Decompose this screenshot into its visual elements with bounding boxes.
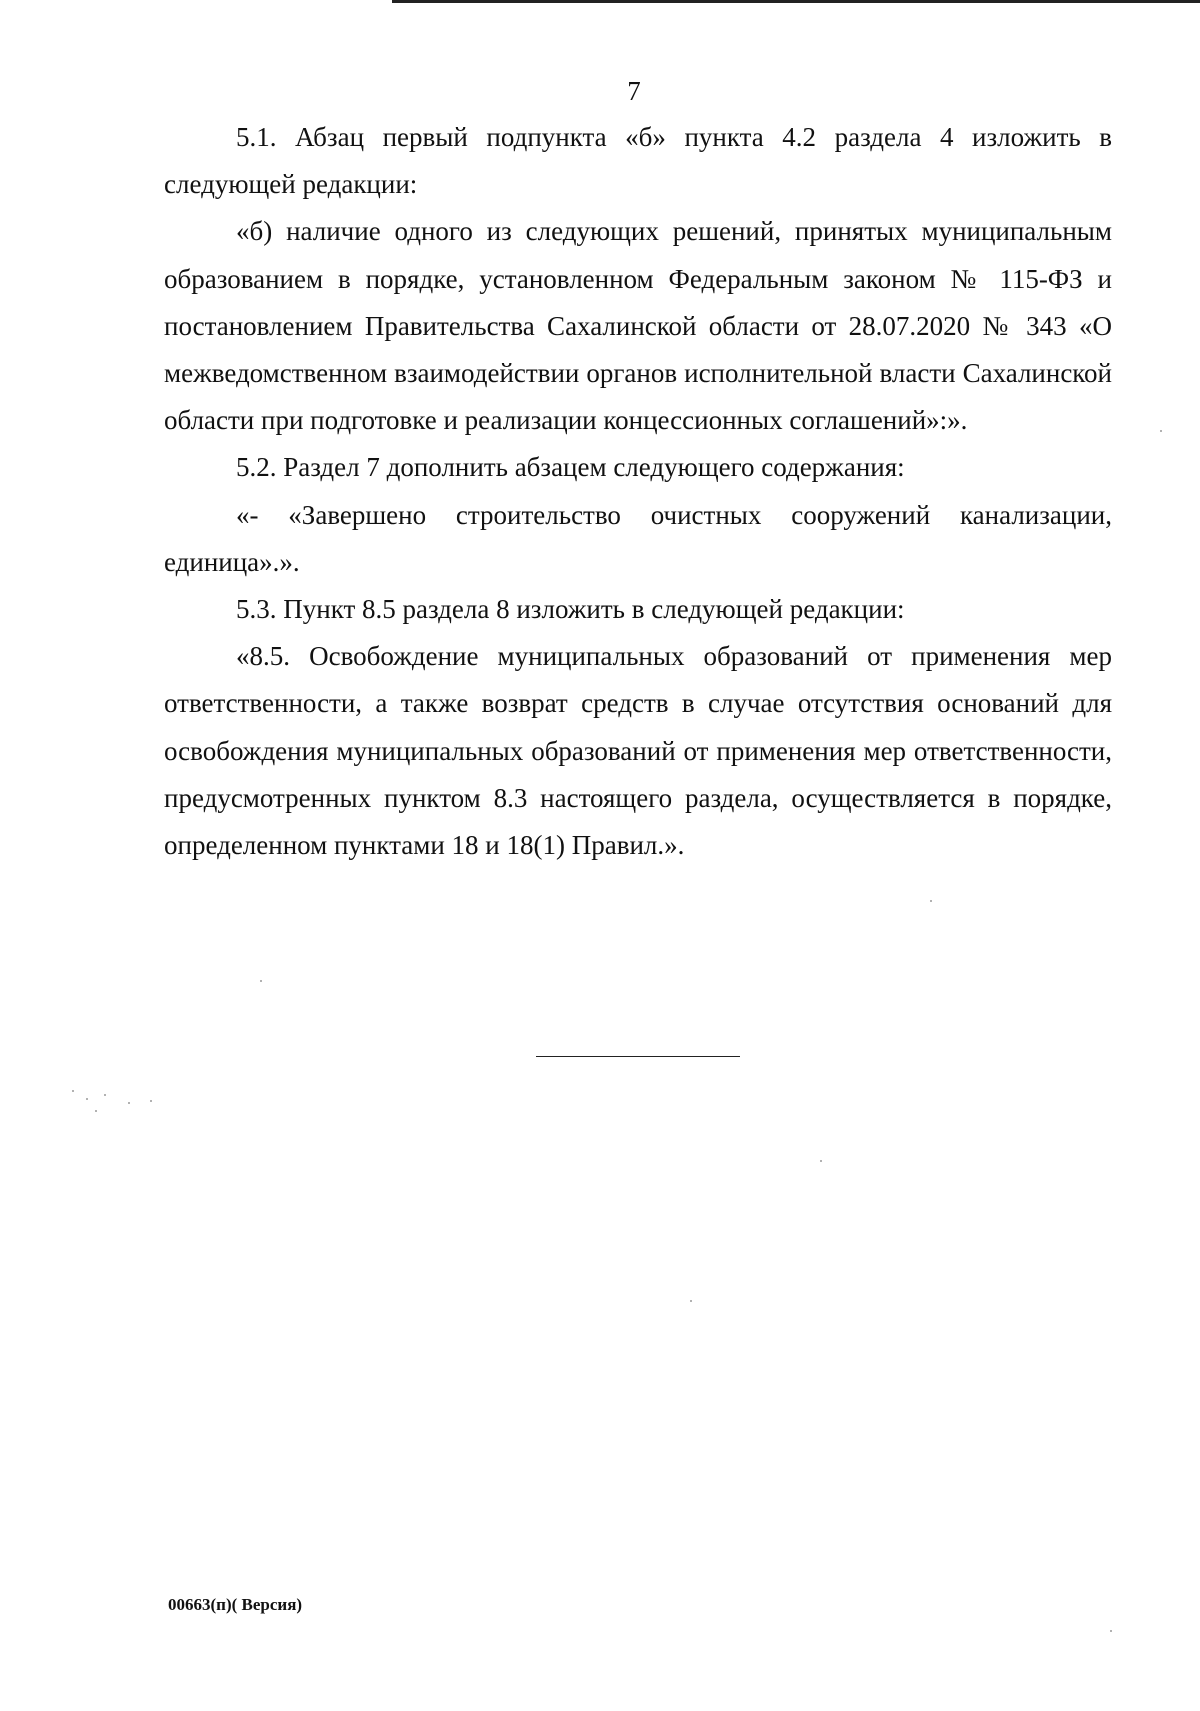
paragraph-5-2-quote: «- «Завершено строительство очистных сооружений канализации, единица».». bbox=[164, 499, 1112, 577]
paragraph-5-2: 5.2. Раздел 7 дополнить абзацем следующего содержания: bbox=[236, 452, 905, 483]
end-separator-line bbox=[536, 1056, 740, 1057]
paragraph-5-3-quote: «8.5. Освобождение муниципальных образований от применения мер ответственности, а также возврат средств в случае отсутствия оснований для освобождения муниципальных образований от применения мер ответственности, предусмотренных пунктом 8.3 настоящего раздела, осуществляется в порядке, определенном пунктами 18 и 18(1) Правил.». bbox=[164, 641, 1112, 861]
document-body bbox=[164, 114, 1112, 869]
paragraph-5-1-quote: «б) наличие одного из следующих решений, принятых муниципальным образованием в порядке, установленном Федеральным законом № 115-ФЗ и постановлением Правительства Сахалинской области от 28.07.2020 № 343 «О межведомственном взаимодействии органов исполнительной власти Сахалинской области при подготовке и реализации концессионных соглашений»:». bbox=[164, 216, 1112, 436]
top-border-line bbox=[392, 0, 1200, 3]
paragraph-5-3: 5.3. Пункт 8.5 раздела 8 изложить в следующей редакции: bbox=[236, 594, 905, 625]
page-number: 7 bbox=[627, 76, 641, 106]
footer-document-code: 00663(п)( Версия) bbox=[168, 1595, 303, 1614]
paragraph-5-1: 5.1. Абзац первый подпункта «б» пункта 4.2 раздела 4 изложить в следующей редакции: bbox=[164, 122, 1112, 200]
